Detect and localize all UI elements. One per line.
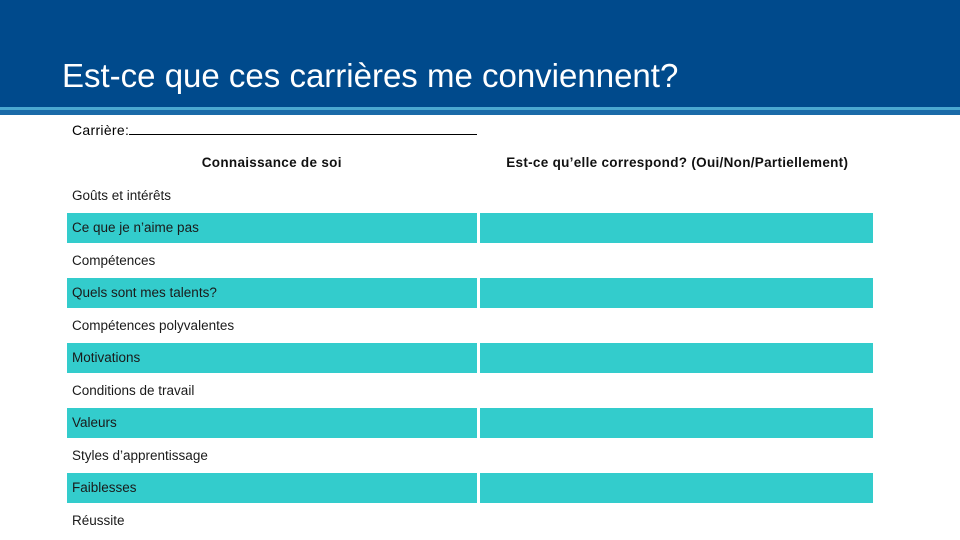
table-row <box>67 213 873 243</box>
career-blank-line[interactable] <box>129 121 477 135</box>
answer-cell[interactable] <box>480 506 873 536</box>
table-row <box>67 181 873 211</box>
page-title: Est-ce que ces carrières me conviennent? <box>62 57 679 94</box>
answer-cell[interactable] <box>480 473 873 503</box>
header-self-knowledge: Connaissance de soi <box>67 148 477 178</box>
table-row <box>67 311 873 341</box>
row-label: Réussite <box>67 506 477 536</box>
row-label: Quels sont mes talents? <box>67 278 477 308</box>
answer-cell[interactable] <box>480 441 873 471</box>
banner-stripe-dark <box>0 110 960 115</box>
answer-cell[interactable] <box>480 278 873 308</box>
row-label: Valeurs <box>67 408 477 438</box>
row-label: Conditions de travail <box>67 376 477 406</box>
row-label: Faiblesses <box>67 473 477 503</box>
answer-cell[interactable] <box>480 246 873 276</box>
career-line <box>72 121 477 138</box>
answer-cell[interactable] <box>480 408 873 438</box>
row-label: Motivations <box>67 343 477 373</box>
career-label: Carrière: <box>72 122 130 138</box>
answer-cell[interactable] <box>480 181 873 211</box>
row-label: Compétences <box>67 246 477 276</box>
header-match: Est-ce qu’elle correspond? (Oui/Non/Partiellement) <box>480 148 873 178</box>
row-label: Goûts et intérêts <box>67 181 477 211</box>
row-label: Ce que je n’aime pas <box>67 213 477 243</box>
row-label: Compétences polyvalentes <box>67 311 477 341</box>
table-header-row <box>67 148 873 178</box>
answer-cell[interactable] <box>480 376 873 406</box>
answer-cell[interactable] <box>480 213 873 243</box>
self-knowledge-table <box>64 145 876 538</box>
table-row <box>67 441 873 471</box>
table-row <box>67 506 873 536</box>
table-row <box>67 343 873 373</box>
answer-cell[interactable] <box>480 311 873 341</box>
table-row <box>67 408 873 438</box>
table-row <box>67 376 873 406</box>
table-row <box>67 246 873 276</box>
row-label: Styles d’apprentissage <box>67 441 477 471</box>
table-row <box>67 278 873 308</box>
table-row <box>67 473 873 503</box>
answer-cell[interactable] <box>480 343 873 373</box>
